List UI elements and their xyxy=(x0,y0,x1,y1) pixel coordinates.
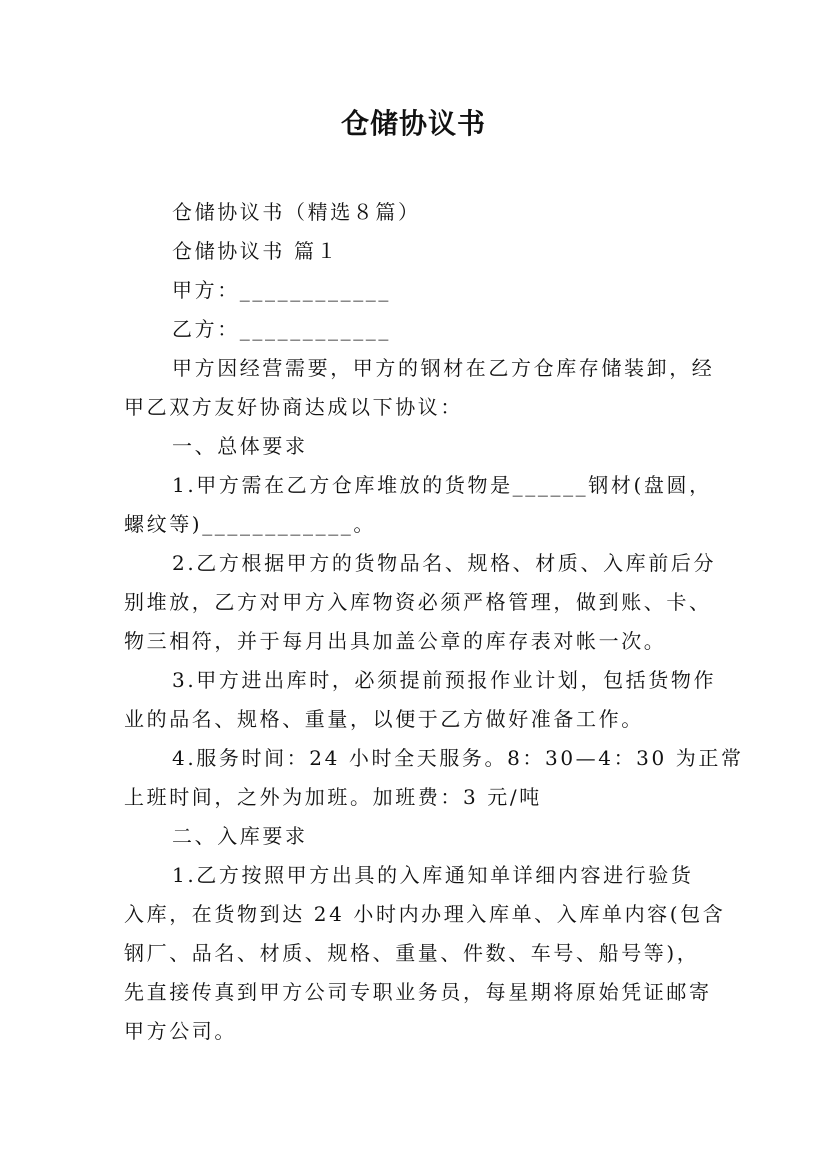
paragraph-line: 甲方公司。 xyxy=(124,1019,237,1043)
document-title: 仓储协议书 xyxy=(340,107,486,140)
paragraph-line: 上班时间，之外为加班。加班费：3 元/吨 xyxy=(124,785,542,809)
party-b-line: 乙方：____________ xyxy=(172,317,391,341)
paragraph-line: 别堆放，乙方对甲方入库物资必须严格管理，做到账、卡、 xyxy=(124,590,712,614)
party-a-line: 甲方：____________ xyxy=(172,278,391,302)
subtitle-line: 仓储协议书（精选８篇） xyxy=(172,200,421,224)
paragraph-line: 2.乙方根据甲方的货物品名、规格、材质、入库前后分 xyxy=(172,551,717,575)
paragraph-line: 1.甲方需在乙方仓库堆放的货物是______钢材(盘圆， xyxy=(172,473,712,497)
paragraph-line: 入库，在货物到达 24 小时内办理入库单、入库单内容(包含 xyxy=(124,902,726,926)
paragraph-line: 物三相符，并于每月出具加盖公章的库存表对帐一次。 xyxy=(124,629,667,653)
paragraph-line: 先直接传真到甲方公司专职业务员，每星期将原始凭证邮寄 xyxy=(124,980,712,1004)
paragraph-line: 业的品名、规格、重量，以便于乙方做好准备工作。 xyxy=(124,707,644,731)
section-heading-line: 一、总体要求 xyxy=(172,434,308,458)
paragraph-line: 钢厂、品名、材质、规格、重量、件数、车号、船号等)， xyxy=(124,941,700,965)
paragraph-line: 4.服务时间：24 小时全天服务。8：30—4：30 为正常 xyxy=(172,746,744,770)
paragraph-line: 1.乙方按照甲方出具的入库通知单详细内容进行验货 xyxy=(172,863,694,887)
paragraph-line: 甲乙双方友好协商达成以下协议： xyxy=(124,395,463,419)
paragraph-line: 3.甲方进出库时，必须提前预报作业计划，包括货物作 xyxy=(172,668,717,692)
section-heading-line: 二、入库要求 xyxy=(172,824,308,848)
paragraph-line: 甲方因经营需要，甲方的钢材在乙方仓库存储装卸，经 xyxy=(172,356,715,380)
paragraph-line: 螺纹等)____________。 xyxy=(124,512,377,536)
section-heading-line: 仓储协议书 篇１ xyxy=(172,239,340,263)
